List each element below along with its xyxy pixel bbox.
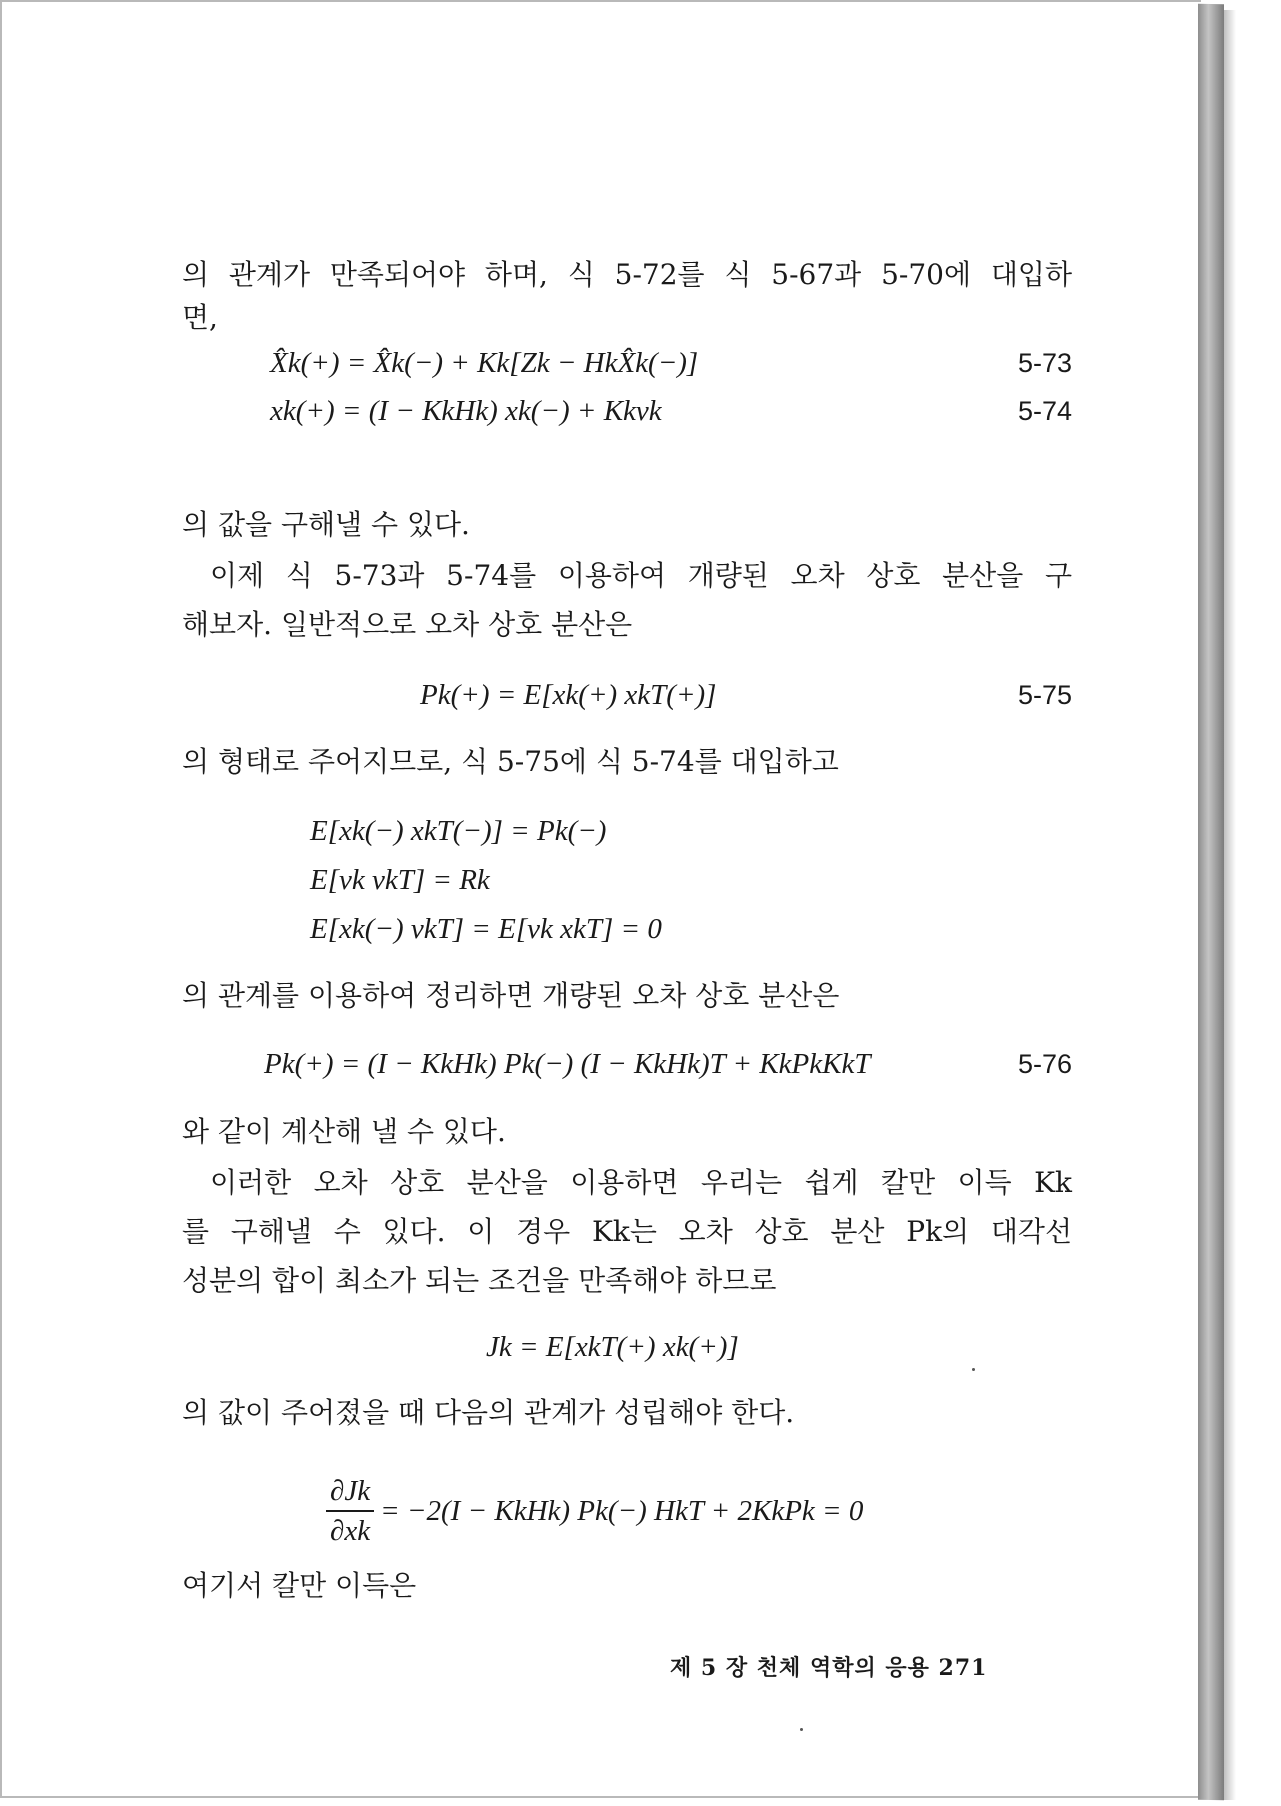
page-shadow [1224, 10, 1236, 1800]
text-line-11: 성분의 합이 최소가 되는 조건을 만족해야 하므로 [182, 1264, 777, 1297]
page-footer: 제 5 장 천체 역학의 응용 271 [670, 1655, 988, 1681]
fraction-numerator: ∂Jk [326, 1472, 374, 1512]
relation-1: E[xk(−) xkT(−)] = Pk(−) [310, 815, 607, 847]
equation-5-74: xk(+) = (I − KkHk) xk(−) + Kkvk [270, 395, 662, 427]
text-line-12: 의 값이 주어졌을 때 다음의 관계가 성립해야 한다. [182, 1396, 795, 1429]
relation-2: E[vk vkT] = Rk [310, 864, 490, 896]
equation-5-73: X̂k(+) = X̂k(−) + Kk[Zk − HkX̂k(−)] [270, 347, 699, 379]
text-line-1: 의 관계가 만족되어야 하며, 식 5-72를 식 5-67과 5-70에 대입하 [182, 258, 1072, 291]
text-line-10: 를 구해낼 수 있다. 이 경우 Kk는 오차 상호 분산 Pk의 대각선 [182, 1215, 1072, 1248]
text-line-9: 이러한 오차 상호 분산을 이용하면 우리는 쉽게 칼만 이득 Kk [210, 1166, 1072, 1199]
text-line-6: 의 형태로 주어지므로, 식 5-75에 식 5-74를 대입하고 [182, 745, 839, 778]
text-line-8: 와 같이 계산해 낼 수 있다. [182, 1115, 506, 1148]
text-line-4: 이제 식 5-73과 5-74를 이용하여 개량된 오차 상호 분산을 구 [210, 559, 1072, 592]
gradient-rhs: = −2(I − KkHk) Pk(−) HkT + 2KkPk = 0 [380, 1494, 864, 1527]
text-line-2: 면, [182, 301, 218, 334]
partial-fraction [326, 1472, 374, 1550]
equation-5-75: Pk(+) = E[xk(+) xkT(+)] [420, 679, 717, 711]
equation-number-5-76: 5-76 [1017, 1049, 1072, 1079]
relation-3: E[xk(−) vkT] = E[vk xkT] = 0 [310, 913, 662, 945]
equation-5-76: Pk(+) = (I − KkHk) Pk(−) (I − KkHk)T + KkPkKkT [264, 1048, 871, 1080]
equation-jk: Jk = E[xkT(+) xk(+)] [486, 1331, 739, 1363]
fraction-denominator: ∂xk [330, 1515, 371, 1547]
text-line-13: 여기서 칼만 이득은 [182, 1569, 417, 1602]
equation-number-5-75: 5-75 [1017, 680, 1072, 710]
text-line-5: 해보자. 일반적으로 오차 상호 분산은 [182, 608, 633, 641]
text-line-7: 의 관계를 이용하여 정리하면 개량된 오차 상호 분산은 [182, 979, 840, 1012]
text-line-3: 의 값을 구해낼 수 있다. [182, 508, 470, 541]
book-spine-edge [1198, 4, 1224, 1800]
equation-number-5-73: 5-73 [1017, 348, 1072, 378]
gradient-equation [326, 1472, 863, 1550]
scan-speck [972, 1368, 975, 1371]
scan-speck [800, 1728, 803, 1731]
equation-number-5-74: 5-74 [1017, 396, 1072, 426]
